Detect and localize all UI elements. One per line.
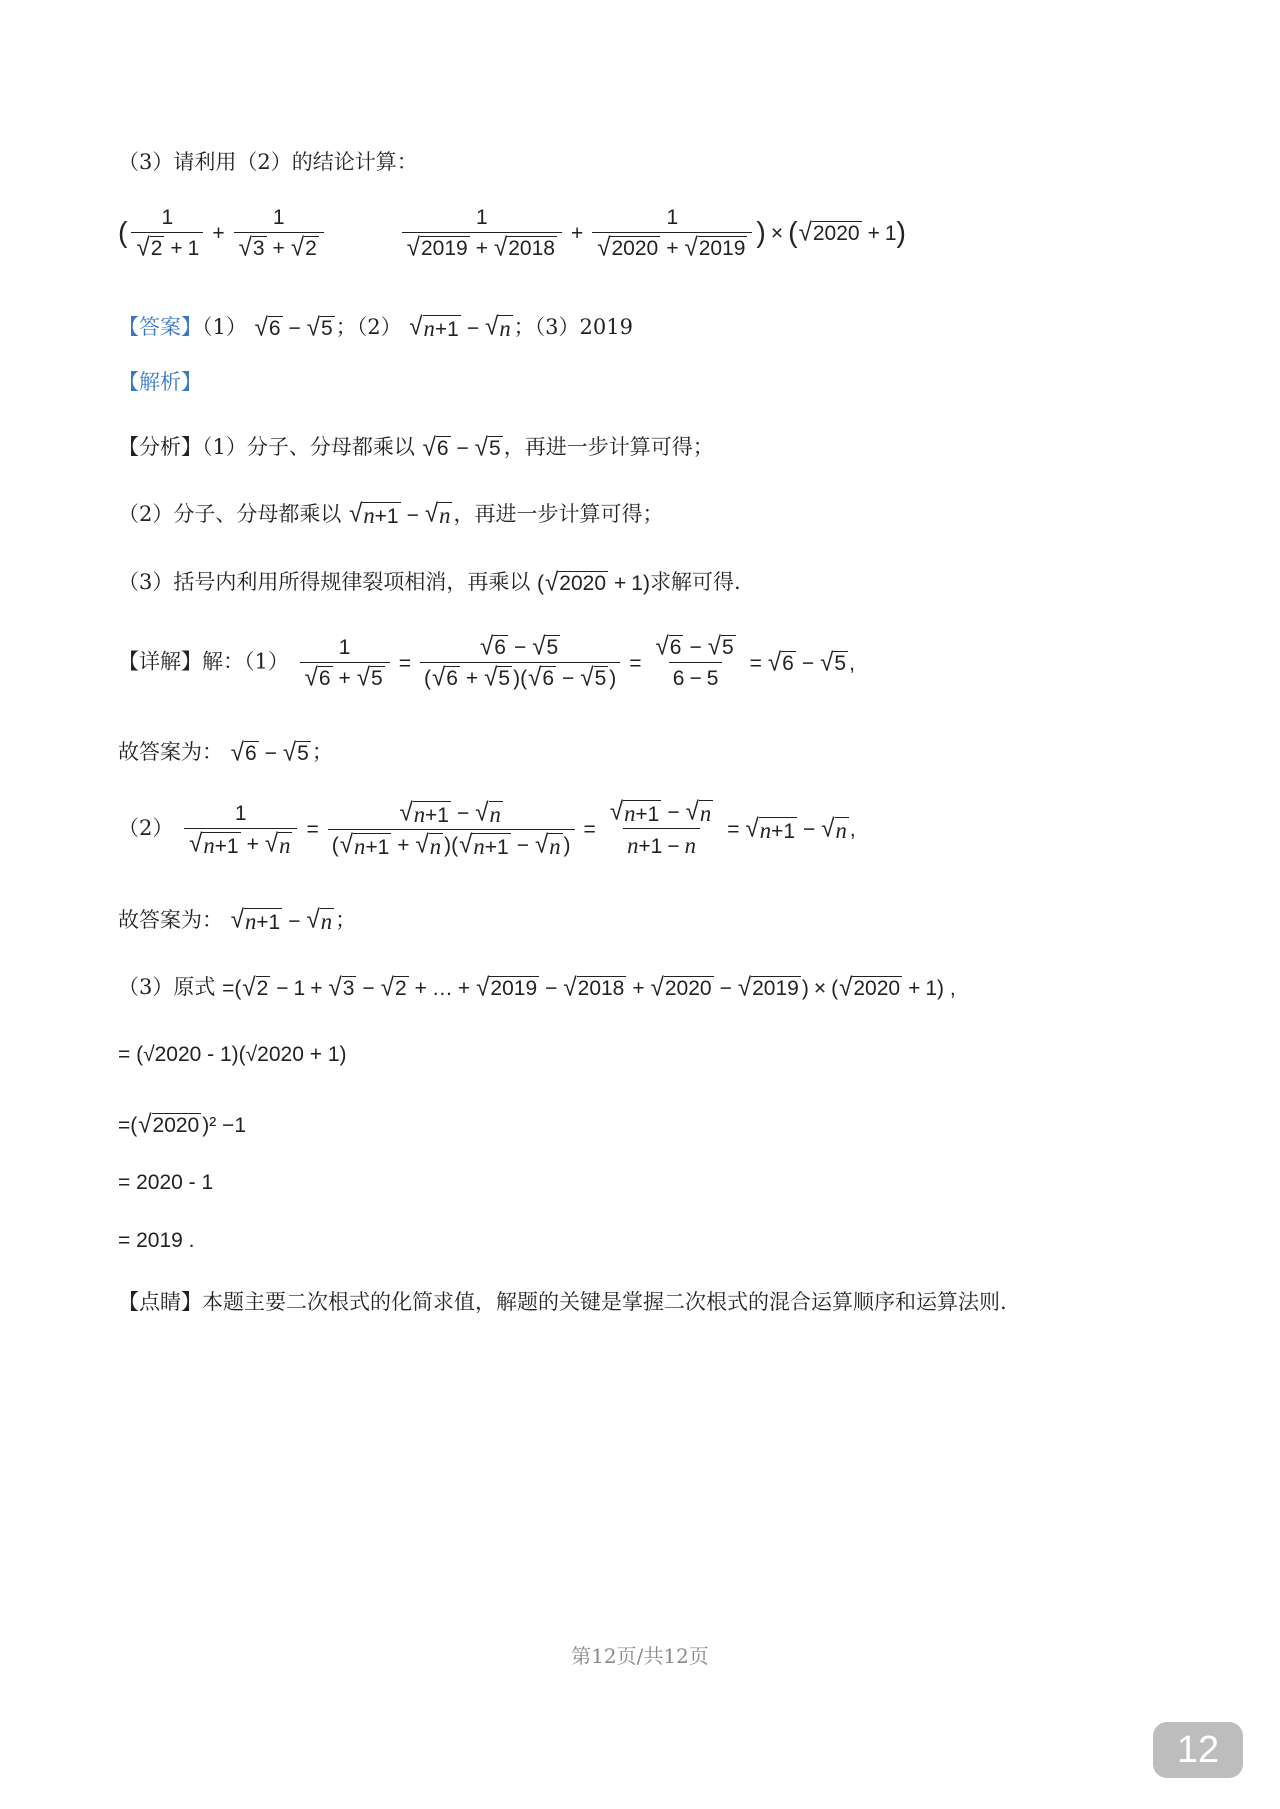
page-footer: 第12页/共12页 bbox=[571, 1644, 709, 1668]
detail-line-1: 【详解】解：（1） 1 √ 6 + √ 5 = √ 6 − √ 5 ( √ 6 + √ 5 )( √ 6 − √ 5 ) = √ 6 − √ 5 6 − 5 = √ 6 − √ 5 , bbox=[118, 632, 855, 692]
analysis-label: 【解析】 bbox=[118, 370, 202, 394]
detail-step-3: = 2020 - 1 bbox=[118, 1171, 214, 1194]
detail-step-4: = 2019 . bbox=[118, 1229, 195, 1252]
answer-part3: ；（3）2019 bbox=[513, 315, 633, 339]
gu-answer-2: 故答案为： √ n+1 − √ n ； bbox=[118, 905, 357, 935]
gu-answer-1: 故答案为： √ 6 − √ 5 ； bbox=[118, 738, 333, 768]
fenxi-line-2: （2）分子、分母都乘以 √ n+1 − √ n ，再进一步计算可得； bbox=[118, 499, 664, 529]
fenxi-line-3: （3）括号内利用所得规律裂项相消，再乘以 ( √ 2020 + 1)求解可得. bbox=[118, 568, 741, 598]
detail-line-2: （2） 1 √ n+1 + √ n = √ n+1 − √ n ( √ n+1 + √ n )( √ n+1 − √ n ) = √ n+1 − √ n n+1 − n = √ n+1 − √ n , bbox=[118, 797, 856, 859]
dianjing-line: 【点睛】本题主要二次根式的化简求值，解题的关键是掌握二次根式的混合运算顺序和运算法则. bbox=[118, 1290, 1007, 1314]
answer-label: 【答案】 bbox=[118, 315, 202, 339]
page-number-badge[interactable]: 12 bbox=[1153, 1722, 1243, 1778]
detail-step-1: = (√2020 - 1)(√2020 + 1) bbox=[118, 1043, 347, 1066]
answer-part2-label: ；（2） bbox=[335, 315, 402, 339]
question-expression: ( 1 √ 2 + 1 + 1 √ 3 + √ 2 1 √ 2019 + √ 2018 + 1 √ 2020 + √ 2019 ) × ( √ 2020 + 1 ) bbox=[118, 206, 906, 262]
detail-line-3: （3）原式 =( √ 2 − 1 + √ 3 − √ 2 + … + √ 2019 − √ 2018 + √ 2020 − √ 2019 ) × ( √ 2020 + 1) , bbox=[118, 973, 956, 1003]
answer-part1-label: （1） bbox=[202, 315, 247, 339]
fenxi-line-1: 【分析】（1）分子、分母都乘以 √ 6 − √ 5 ，再进一步计算可得； bbox=[118, 433, 714, 463]
answer-line: 【答案】（1） √ 6 − √ 5 ；（2） √ n+1 − √ n ；（3）2019 bbox=[118, 312, 633, 343]
question-prompt: （3）请利用（2）的结论计算： bbox=[118, 150, 418, 174]
detail-step-2: =( √ 2020 )² −1 bbox=[118, 1110, 246, 1140]
